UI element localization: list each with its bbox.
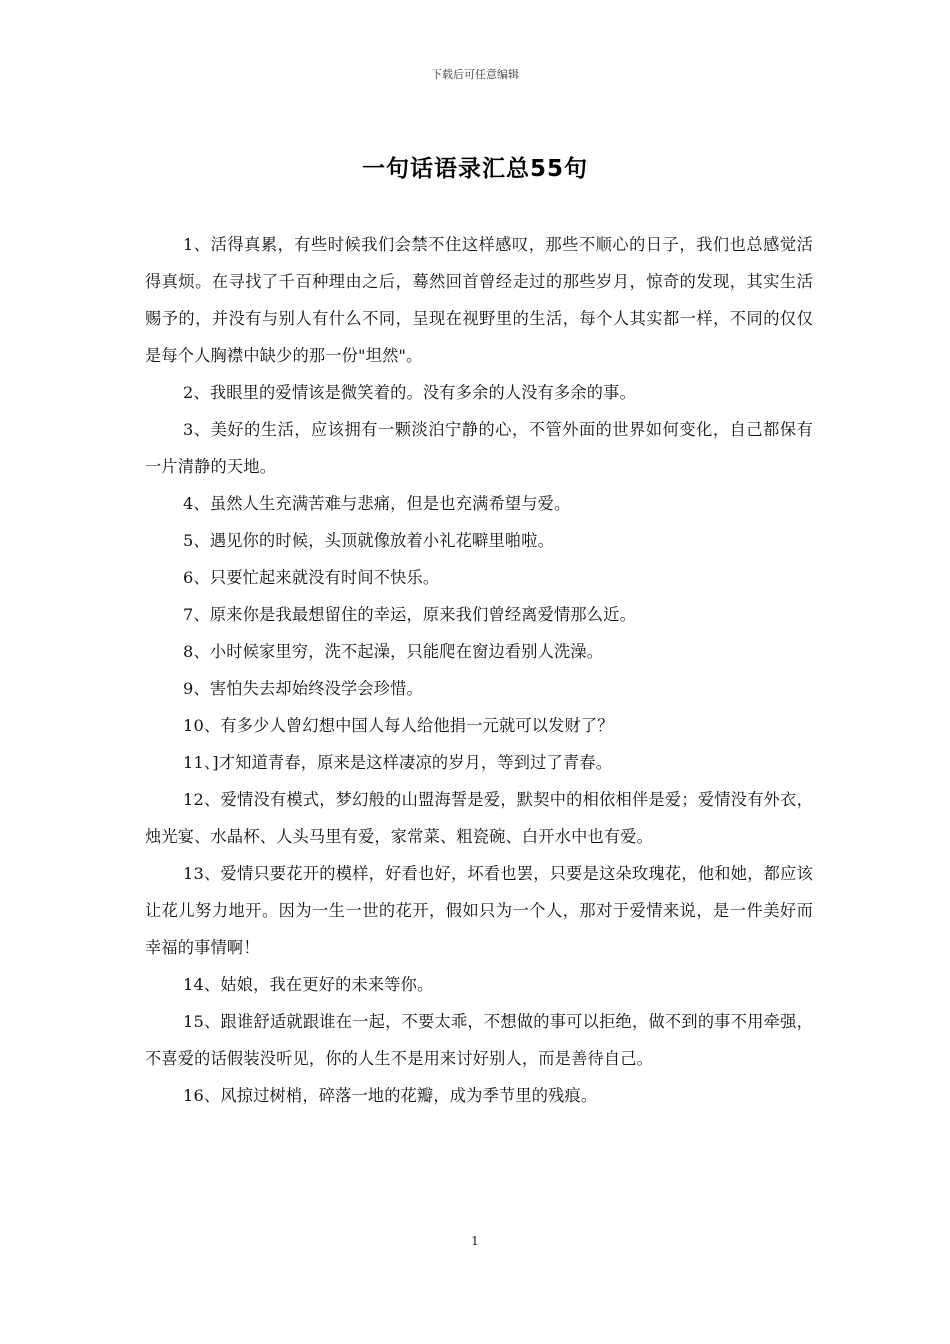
paragraph-16: 16、风掠过树梢，碎落一地的花瓣，成为季节里的残痕。 bbox=[183, 1086, 598, 1105]
header-note: 下载后可任意编辑 bbox=[431, 68, 519, 81]
paragraph-2: 2、我眼里的爱情该是微笑着的。没有多余的人没有多余的事。 bbox=[183, 383, 636, 402]
paragraph-11: 11、]才知道青春，原来是这样凄凉的岁月，等到过了青春。 bbox=[183, 753, 613, 772]
paragraph-7: 7、原来你是我最想留住的幸运，原来我们曾经离爱情那么近。 bbox=[183, 605, 636, 624]
paragraph-4: 4、虽然人生充满苦难与悲痛，但是也充满希望与爱。 bbox=[183, 494, 571, 513]
paragraph-10: 10、有多少人曾幻想中国人每人给他捐一元就可以发财了？ bbox=[183, 716, 614, 735]
paragraph-3: 3、美好的生活，应该拥有一颗淡泊宁静的心，不管外面的世界如何变化，自己都保有一片清静的天地。 bbox=[145, 420, 813, 476]
document-title: 一句话语录汇总55句 bbox=[361, 156, 588, 182]
page-number: 1 bbox=[471, 1234, 479, 1248]
paragraph-6: 6、只要忙起来就没有时间不快乐。 bbox=[183, 568, 440, 587]
paragraph-15: 15、跟谁舒适就跟谁在一起，不要太乖，不想做的事可以拒绝，做不到的事不用牵强，不喜爱的话假装没听见，你的人生不是用来讨好别人，而是善待自己。 bbox=[145, 1012, 813, 1068]
paragraph-5: 5、遇见你的时候，头顶就像放着小礼花噼里啪啦。 bbox=[183, 531, 555, 550]
document-body bbox=[145, 226, 813, 1114]
paragraph-13: 13、爱情只要花开的模样，好看也好，坏看也罢，只要是这朵玫瑰花，他和她，都应该让花儿努力地开。因为一生一世的花开，假如只为一个人，那对于爱情来说，是一件美好而幸福的事情啊！ bbox=[145, 864, 813, 957]
paragraph-14: 14、姑娘，我在更好的未来等你。 bbox=[183, 975, 434, 994]
paragraph-1: 1、活得真累，有些时候我们会禁不住这样感叹，那些不顺心的日子，我们也总感觉活得真烦。在寻找了千百种理由之后，蓦然回首曾经走过的那些岁月，惊奇的发现，其实生活赐予的，并没有与别人有什么不同，呈现在视野里的生活，每个人其实都一样，不同的仅仅是每个人胸襟中缺少的那一份"坦然"。 bbox=[145, 235, 813, 365]
paragraph-9: 9、害怕失去却始终没学会珍惜。 bbox=[183, 679, 423, 698]
paragraph-12: 12、爱情没有模式，梦幻般的山盟海誓是爱，默契中的相依相伴是爱；爱情没有外衣，烛光宴、水晶杯、人头马里有爱，家常菜、粗瓷碗、白开水中也有爱。 bbox=[145, 790, 813, 846]
paragraph-8: 8、小时候家里穷，洗不起澡，只能爬在窗边看别人洗澡。 bbox=[183, 642, 604, 661]
